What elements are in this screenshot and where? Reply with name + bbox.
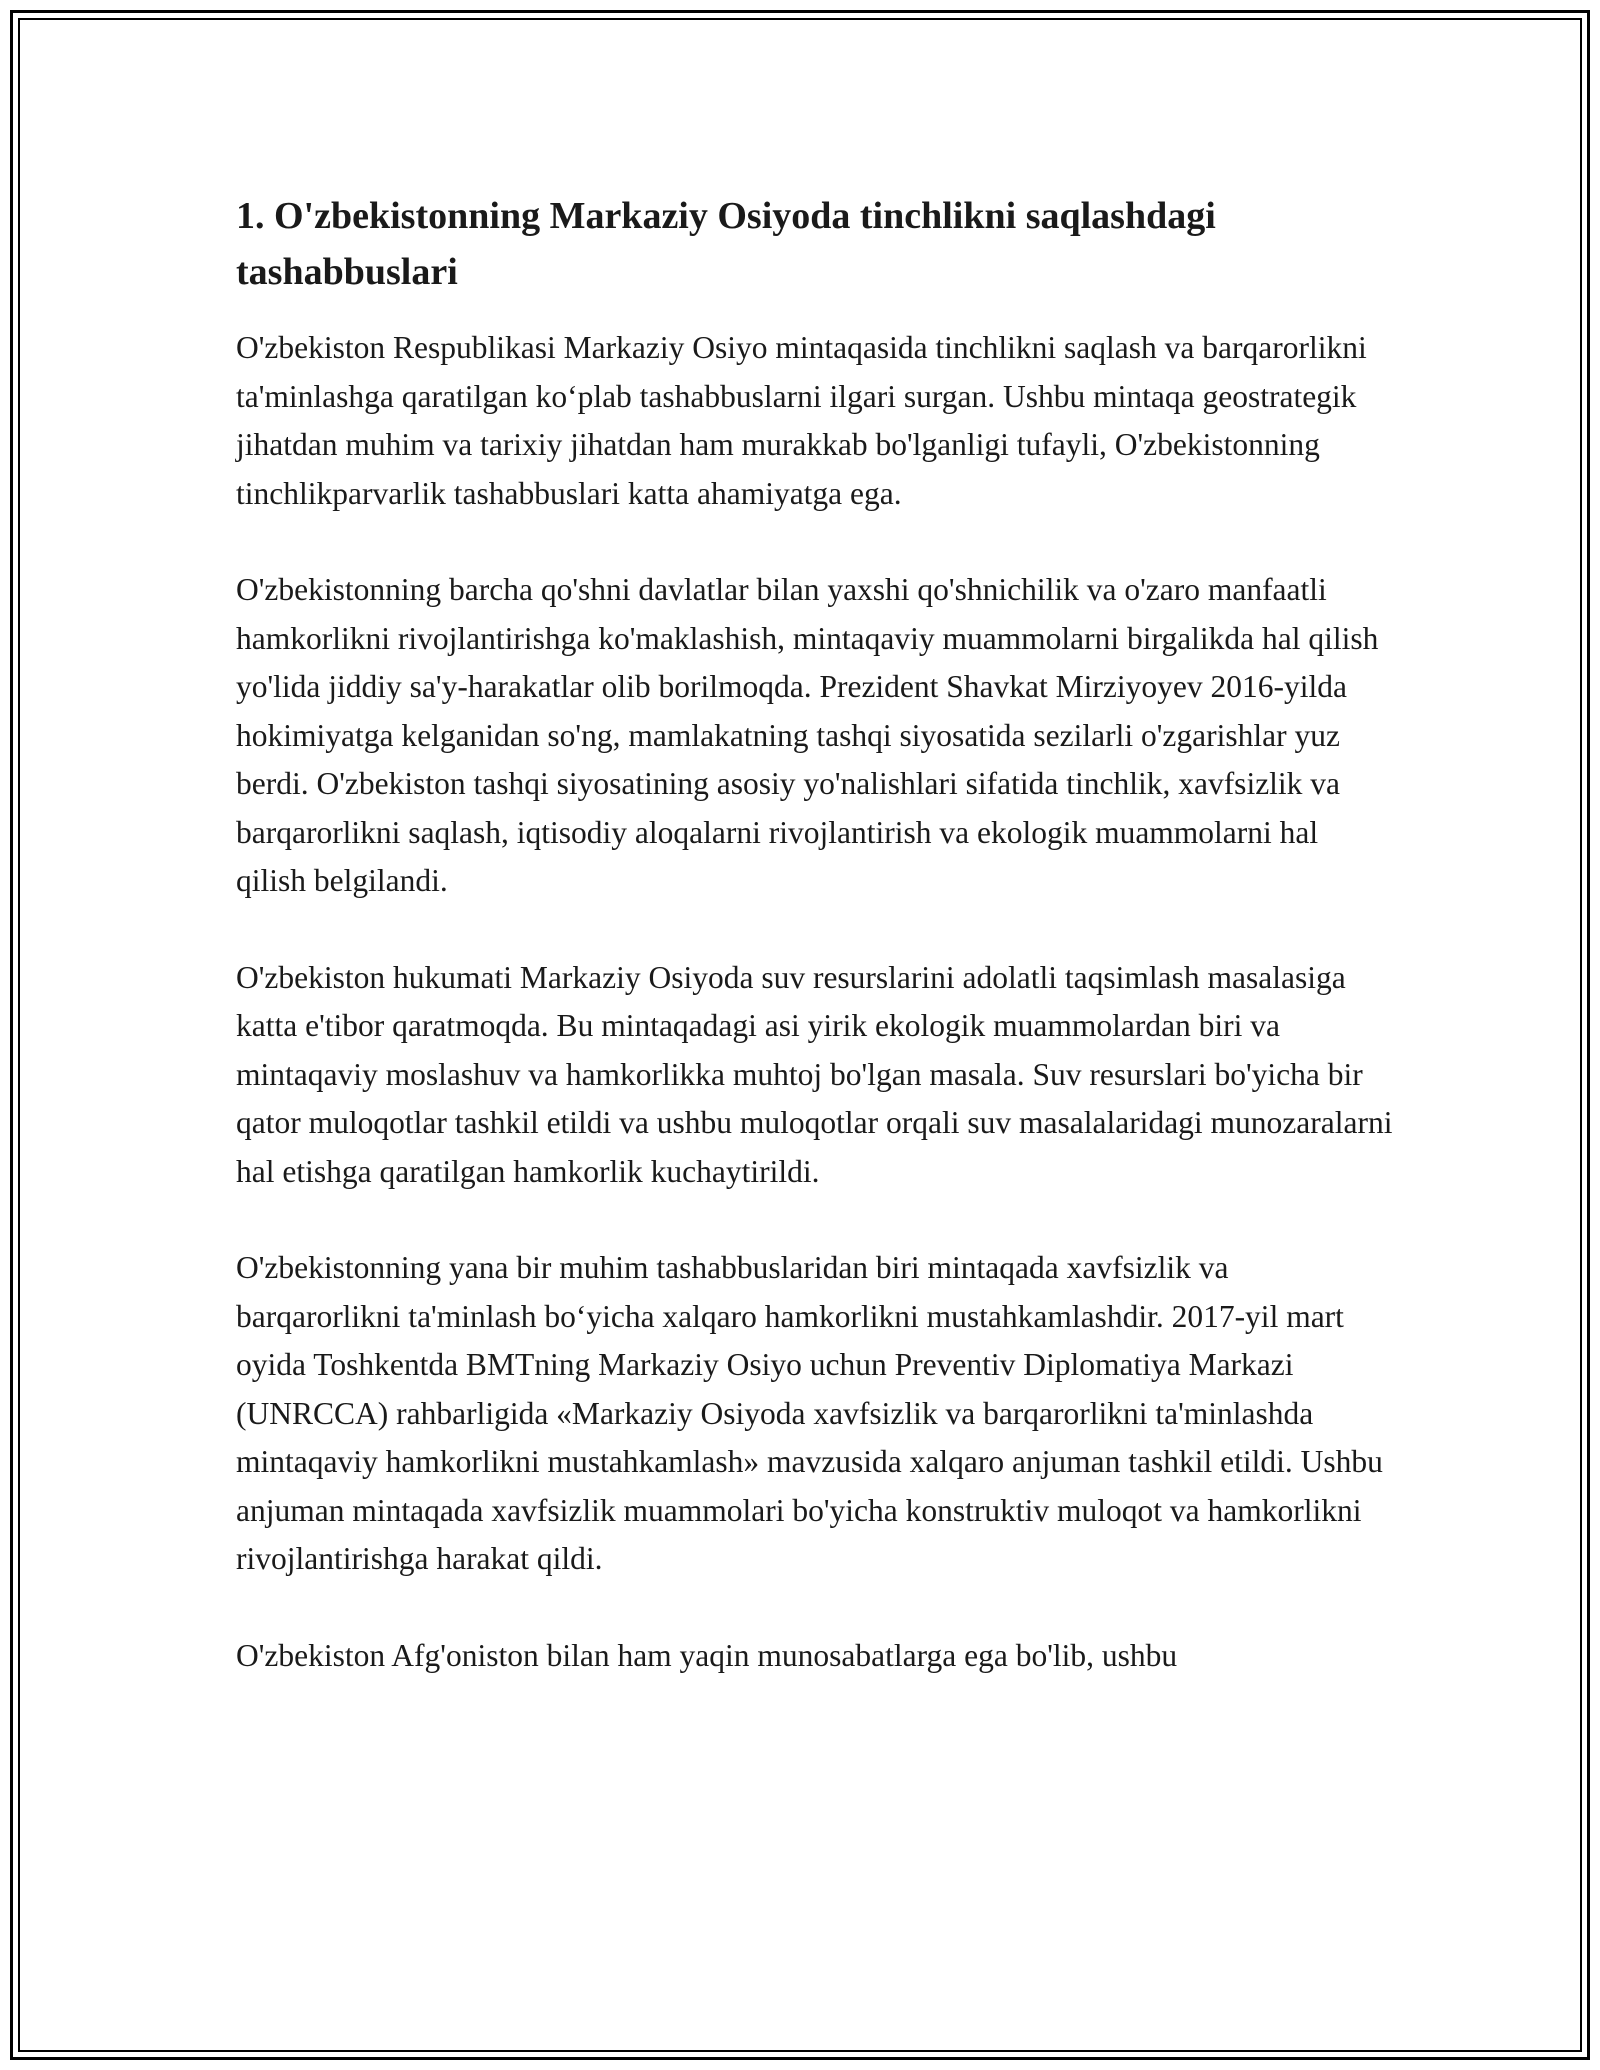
- paragraph-1: O'zbekiston Respublikasi Markaziy Osiyo mintaqasida tinchlikni saqlash va barqarorlikni ta'minlashga qaratilgan ko‘plab tashabbuslarni ilgari surgan. Ushbu mintaqa geostrategik jihatdan muhim va tarixiy jihatdan ham murakkab bo'lganligi tufayli, O'zbekistonning tinchlikparvarlik tashabbuslari katta ahamiyatga ega.: [236, 330, 1367, 511]
- paragraph-4: O'zbekistonning yana bir muhim tashabbuslaridan biri mintaqada xavfsizlik va barqarorlikni ta'minlash bo‘yicha xalqaro hamkorlikni mustahkamlashdir. 2017-yil mart oyida Toshkentda BMTning Markaziy Osiyo uchun Preventiv Diplomatiya Markazi (UNRCCA) rahbarligida «Markaziy Osiyoda xavfsizlik va barqarorlikni ta'minlashda mintaqaviy hamkorlikni mustahkamlash» mavzusida xalqaro anjuman tashkil etildi. Ushbu anjuman mintaqada xavfsizlik muammolari bo'yicha konstruktiv muloqot va hamkorlikni rivojlantirishga harakat qildi.: [236, 1250, 1383, 1576]
- paragraph-3: O'zbekiston hukumati Markaziy Osiyoda suv resurslarini adolatli taqsimlash masalasiga katta e'tibor qaratmoqda. Bu mintaqadagi asi yirik ekologik muammolardan biri va mintaqaviy moslashuv va hamkorlikka muhtoj bo'lgan masala. Suv resurslari bo'yicha bir qator muloqotlar tashkil etildi va ushbu muloqotlar orqali suv masalalaridagi munozaralarni hal etishga qaratilgan hamkorlik kuchaytirildi.: [236, 959, 1393, 1189]
- paragraph-2: O'zbekistonning barcha qo'shni davlatlar bilan yaxshi qo'shnichilik va o'zaro manfaatli hamkorlikni rivojlantirishga ko'maklashish, mintaqaviy muammolarni birgalikda hal qilish yo'lida jiddiy sa'y-harakatlar olib borilmoqda. Prezident Shavkat Mirziyoyev 2016-yilda hokimiyatga kelganidan so'ng, mamlakatning tashqi siyosatida sezilarli o'zgarishlar yuz berdi. O'zbekiston tashqi siyosatining asosiy yo'nalishlari sifatida tinchlik, xavfsizlik va barqarorlikni saqlash, iqtisodiy aloqalarni rivojlantirish va ekologik muammolarni hal qilish belgilandi.: [236, 572, 1379, 898]
- paragraph-5: O'zbekiston Afg'oniston bilan ham yaqin munosabatlarga ega bo'lib, ushbu: [236, 1637, 1178, 1673]
- page-title: 1. O'zbekistonning Markaziy Osiyoda tinchlikni saqlashdagi tashabbuslari: [236, 195, 1216, 293]
- document-body: [236, 188, 1396, 1728]
